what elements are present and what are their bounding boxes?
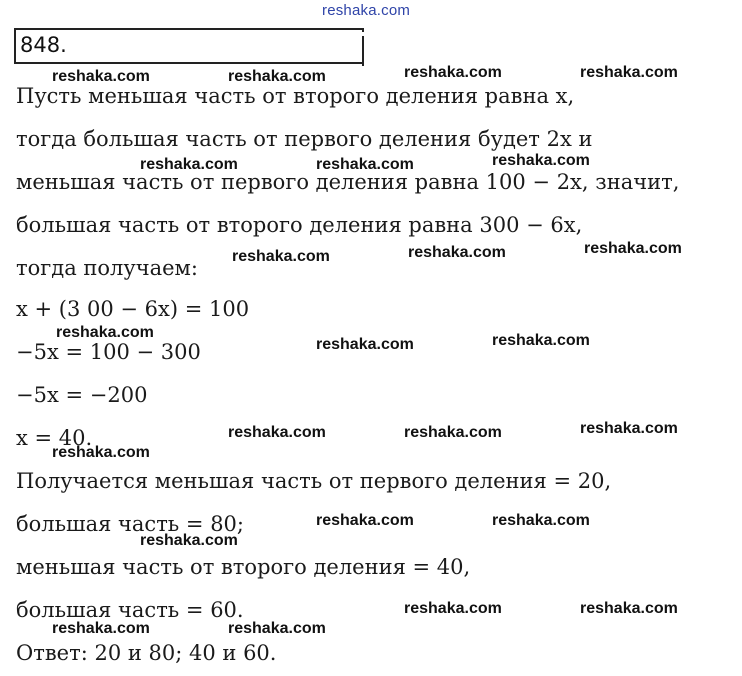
- watermark: reshaka.com: [492, 332, 590, 349]
- solution-line: меньшая часть от второго деления = 40,: [16, 555, 471, 579]
- watermark: reshaka.com: [492, 152, 590, 169]
- watermark: reshaka.com: [404, 424, 502, 441]
- box-right-edge: [362, 36, 364, 66]
- watermark: reshaka.com: [140, 532, 238, 549]
- equation-line: −5x = 100 − 300: [16, 340, 201, 364]
- solution-line: тогда большая часть от первого деления будет 2x и: [16, 127, 593, 151]
- watermark: reshaka.com: [140, 156, 238, 173]
- watermark: reshaka.com: [492, 512, 590, 529]
- watermark: reshaka.com: [404, 600, 502, 617]
- problem-number-box: [14, 28, 362, 64]
- watermark: reshaka.com: [228, 68, 326, 85]
- answer-line: Ответ: 20 и 80; 40 и 60.: [16, 641, 277, 665]
- box-corner-tick: [362, 28, 364, 32]
- watermark: reshaka.com: [580, 64, 678, 81]
- solution-line: большая часть = 60.: [16, 598, 244, 622]
- equation-line: −5x = −200: [16, 383, 148, 407]
- solution-line: меньшая часть от первого деления равна 100 − 2x, значит,: [16, 170, 680, 194]
- problem-number: 848.: [20, 33, 67, 57]
- watermark: reshaka.com: [584, 240, 682, 257]
- watermark: reshaka.com: [580, 420, 678, 437]
- watermark: reshaka.com: [56, 324, 154, 341]
- watermark: reshaka.com: [580, 600, 678, 617]
- equation-line: x + (3 00 − 6x) = 100: [16, 297, 250, 321]
- watermark: reshaka.com: [52, 68, 150, 85]
- watermark: reshaka.com: [232, 248, 330, 265]
- solution-line: Получается меньшая часть от первого деления = 20,: [16, 469, 612, 493]
- solution-line: большая часть от второго деления равна 300 − 6x,: [16, 213, 583, 237]
- solution-line: большая часть = 80;: [16, 512, 244, 536]
- watermark: reshaka.com: [52, 444, 150, 461]
- solution-line: Пусть меньшая часть от второго деления равна x,: [16, 84, 575, 108]
- equation-line: x = 40.: [16, 426, 93, 450]
- watermark: reshaka.com: [52, 620, 150, 637]
- watermark: reshaka.com: [316, 336, 414, 353]
- watermark: reshaka.com: [316, 156, 414, 173]
- solution-line: тогда получаем:: [16, 256, 198, 280]
- watermark: reshaka.com: [408, 244, 506, 261]
- watermark: reshaka.com: [228, 620, 326, 637]
- watermark: reshaka.com: [404, 64, 502, 81]
- watermark: reshaka.com: [316, 512, 414, 529]
- watermark: reshaka.com: [228, 424, 326, 441]
- site-watermark-header: reshaka.com: [322, 2, 411, 19]
